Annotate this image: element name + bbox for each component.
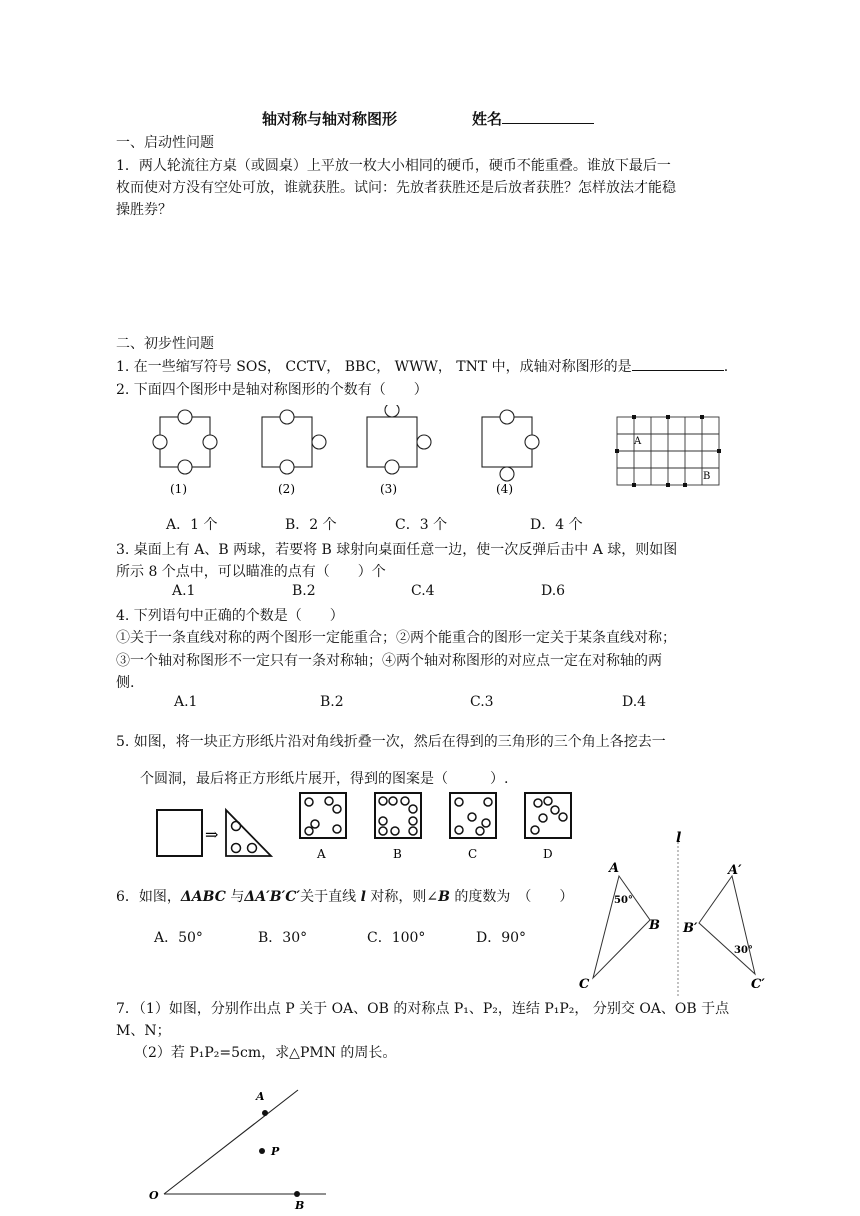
grid-label-a: A bbox=[634, 436, 642, 447]
q2-6 bbox=[116, 886, 573, 906]
label-A-pt: A bbox=[256, 1090, 265, 1103]
angle-c2-label: 30° bbox=[734, 945, 753, 956]
label-B2: B′ bbox=[683, 921, 698, 936]
option-a-figure bbox=[300, 793, 346, 838]
q2-option-b[interactable]: B．2 个 bbox=[285, 517, 337, 533]
grid-label-b: B bbox=[703, 471, 711, 482]
q1-line1: 1．两人轮流往方桌（或圆桌）上平放一枚大小相同的硬币，硬币不能重叠。谁放下最后一 bbox=[116, 158, 671, 174]
q2-option-d[interactable]: D．4 个 bbox=[530, 517, 583, 533]
point-p bbox=[259, 1148, 265, 1154]
q6-text-4: 对称，则∠ bbox=[365, 889, 439, 905]
q2-5-line2: 个圆洞，最后将正方形纸片展开，得到的图案是（ ）. bbox=[140, 771, 509, 787]
q3-option-c[interactable]: C.4 bbox=[411, 583, 435, 599]
q2-7-line3: （2）若 P₁P₂=5cm，求△PMN 的周长。 bbox=[134, 1045, 397, 1061]
name-blank[interactable] bbox=[502, 109, 594, 124]
puzzle-label-1: (1) bbox=[170, 482, 187, 496]
option-c-figure bbox=[450, 793, 496, 838]
q2-1-text: 1. 在一些缩写符号 SOS， CCTV， BBC， WWW， TNT 中，成轴对称图形的是 bbox=[116, 359, 632, 375]
q4-option-c[interactable]: C.3 bbox=[470, 694, 494, 710]
label-A: A bbox=[609, 861, 620, 876]
label-C2: C′ bbox=[751, 977, 765, 992]
q1-line3: 操胜券？ bbox=[116, 202, 172, 218]
name-label: 姓名 bbox=[472, 110, 503, 128]
triangle-abc-prime bbox=[699, 876, 755, 974]
q2-3-line2: 所示 8 个点中，可以瞄准的点有（ ）个 bbox=[116, 564, 386, 580]
q6-b: B bbox=[438, 889, 450, 905]
label-O: O bbox=[149, 1189, 159, 1202]
q6-option-c[interactable]: C．100° bbox=[367, 930, 426, 946]
q6-l: l bbox=[360, 889, 366, 905]
q3-option-a[interactable]: A.1 bbox=[172, 583, 196, 599]
point-a bbox=[262, 1110, 268, 1116]
q4-option-d[interactable]: D.4 bbox=[622, 694, 647, 710]
name-field[interactable] bbox=[472, 108, 594, 129]
q6-text-5: 的度数为 （ ） bbox=[449, 889, 574, 905]
billiard-grid bbox=[612, 412, 724, 492]
option-b-figure bbox=[375, 793, 421, 838]
puzzle-label-2: (2) bbox=[278, 482, 295, 496]
section2-heading: 二、初步性问题 bbox=[116, 336, 214, 352]
option-d-figure bbox=[525, 793, 571, 838]
puzzle-piece-3 bbox=[367, 405, 431, 474]
puzzle-piece-1 bbox=[153, 410, 217, 474]
puzzle-piece-2 bbox=[262, 410, 326, 474]
ray-oa bbox=[164, 1090, 298, 1194]
fold-arrow: ⇒ bbox=[205, 825, 219, 844]
puzzle-figures bbox=[140, 405, 560, 505]
q2-1 bbox=[116, 356, 728, 376]
q1-line2: 枚而使对方没有空处可放，谁就获胜。试问：先放者获胜还是后放者获胜？怎样放法才能稳 bbox=[116, 180, 676, 196]
symmetric-triangles bbox=[570, 824, 770, 1000]
square-paper bbox=[157, 810, 202, 856]
fold-label-c: C bbox=[468, 847, 478, 861]
q2-option-c[interactable]: C．3 个 bbox=[395, 517, 448, 533]
q2-4-line2: ①关于一条直线对称的两个图形一定能重合；②两个能重合的图形一定关于某条直线对称； bbox=[116, 630, 676, 646]
angle-figure bbox=[140, 1080, 340, 1210]
angle-a-label: 50° bbox=[614, 895, 633, 906]
q2-option-a[interactable]: A．1 个 bbox=[166, 517, 218, 533]
label-l: l bbox=[676, 830, 682, 846]
q3-option-b[interactable]: B.2 bbox=[292, 583, 316, 599]
q2-4-line3: ③一个轴对称图形不一定只有一条对称轴；④两个轴对称图形的对应点一定在对称轴的两 bbox=[116, 653, 662, 669]
q2-7-line2: M、N； bbox=[116, 1023, 171, 1039]
label-C: C bbox=[579, 977, 590, 992]
q2-4-line4: 侧. bbox=[116, 675, 135, 691]
q2-5-line1: 5. 如图，将一块正方形纸片沿对角线折叠一次，然后在得到的三角形的三个角上各挖去一 bbox=[116, 734, 666, 750]
q4-option-a[interactable]: A.1 bbox=[174, 694, 198, 710]
q6-text-1: 6．如图， bbox=[116, 889, 181, 905]
q6-text-3: 关于直线 bbox=[300, 889, 361, 905]
fold-label-d: D bbox=[543, 847, 553, 861]
page-title bbox=[262, 108, 397, 129]
q6-option-d[interactable]: D．90° bbox=[476, 930, 527, 946]
q6-text-2: 与 bbox=[225, 889, 245, 905]
q2-1-suffix: . bbox=[723, 359, 729, 375]
label-P: P bbox=[271, 1145, 280, 1158]
q4-option-b[interactable]: B.2 bbox=[320, 694, 344, 710]
puzzle-piece-4 bbox=[482, 410, 539, 481]
q6-option-a[interactable]: A．50° bbox=[154, 930, 203, 946]
q6-option-b[interactable]: B．30° bbox=[258, 930, 308, 946]
label-B: B bbox=[649, 918, 660, 933]
q2-2: 2. 下面四个图形中是轴对称图形的个数有（ ） bbox=[116, 382, 428, 398]
puzzle-label-3: (3) bbox=[380, 482, 397, 496]
label-A2: A′ bbox=[728, 863, 742, 878]
q2-7-line1: 7．（1）如图，分别作出点 P 关于 OA、OB 的对称点 P₁、P₂，连结 P₁P₂， 分别交 OA、OB 于点 bbox=[116, 1001, 730, 1017]
q3-option-d[interactable]: D.6 bbox=[541, 583, 566, 599]
label-B-pt: B bbox=[295, 1199, 305, 1210]
title-text: 轴对称与轴对称图形 bbox=[262, 110, 398, 128]
section1-heading: 一、启动性问题 bbox=[116, 135, 214, 151]
fold-label-b: B bbox=[393, 847, 402, 861]
puzzle-label-4: (4) bbox=[496, 482, 513, 496]
point-b bbox=[294, 1191, 300, 1197]
q6-abc-prime: ΔA′B′C′ bbox=[244, 889, 301, 905]
folded-triangle bbox=[226, 810, 271, 856]
q2-3-line1: 3. 桌面上有 A、B 两球，若要将 B 球射向桌面任意一边，使一次反弹后击中 A 球，则如图 bbox=[116, 542, 678, 558]
q2-4-line1: 4. 下列语句中正确的个数是（ ） bbox=[116, 608, 344, 624]
fold-figures bbox=[150, 788, 590, 866]
triangle-abc bbox=[593, 876, 650, 978]
q6-abc: ΔABC bbox=[180, 889, 226, 905]
fold-label-a: A bbox=[317, 847, 326, 861]
q2-1-blank[interactable] bbox=[632, 356, 724, 371]
